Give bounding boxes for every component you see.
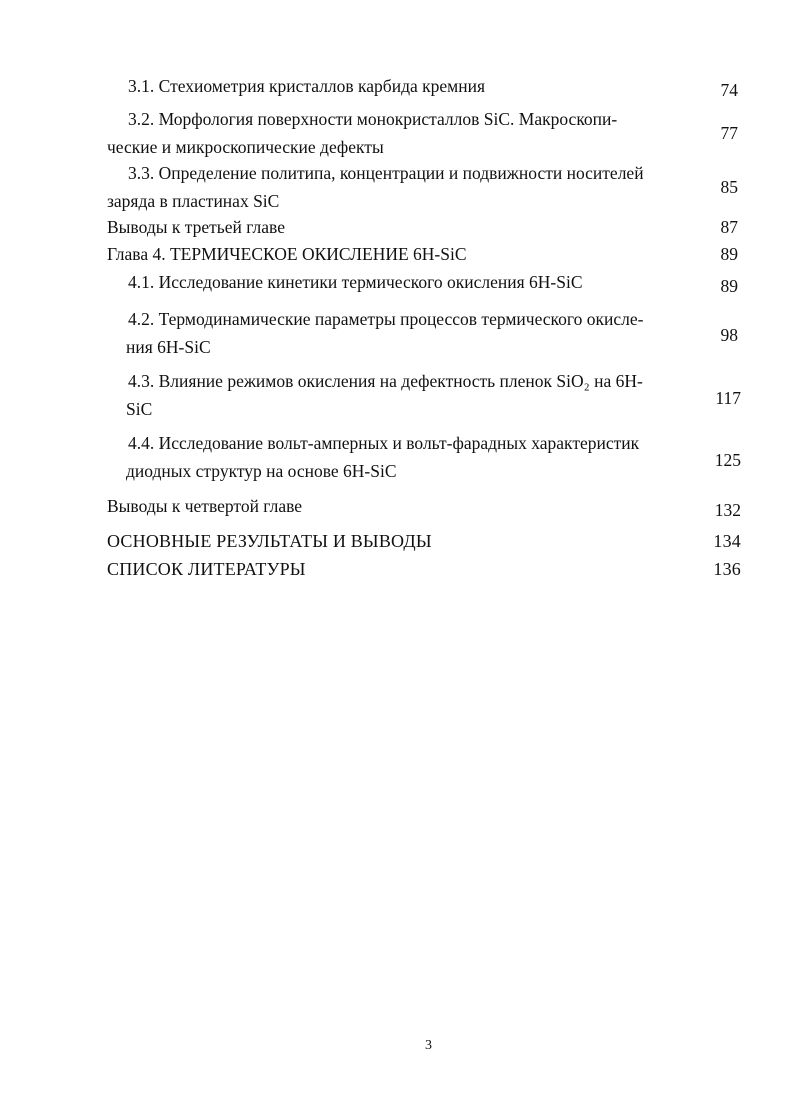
toc-entry-page: 85: [720, 177, 738, 197]
toc-entry-title-cont: ния 6H-SiC: [126, 337, 211, 357]
toc-entry-title: Выводы к четвертой главе: [107, 496, 303, 516]
toc-entry-chapter-4: [0, 241, 738, 268]
toc-entry-4-3: [0, 368, 741, 424]
toc-entry-3-1: [0, 73, 738, 100]
toc-entry-4-2: [0, 306, 738, 362]
toc-entry-page: 87: [720, 217, 738, 237]
toc-entry-title-cont: SiC: [126, 399, 153, 419]
page-number: 3: [425, 1038, 432, 1053]
toc-entry-page: 89: [720, 276, 738, 296]
toc-entry-3-2: [0, 106, 738, 162]
toc-entry-page: 132: [714, 500, 741, 520]
toc-entry-title-cont: ческие и микроскопические дефекты: [107, 137, 384, 157]
toc-entry-references: [0, 556, 741, 583]
toc-entry-title: 3.2. Морфология поверхности монокристаллов SiC. Макроскопи-: [128, 109, 618, 129]
toc-entry-page: 136: [713, 559, 741, 579]
toc-entry-page: 134: [713, 531, 741, 551]
toc-entry-title: 4.2. Термодинамические параметры процессов термического окисле-: [128, 309, 644, 329]
toc-entry-3-3: [0, 160, 738, 216]
toc-entry-title: ОСНОВНЫЕ РЕЗУЛЬТАТЫ И ВЫВОДЫ: [107, 531, 432, 551]
toc-entry-page: 98: [720, 325, 738, 345]
toc-entry-title: 3.1. Стехиометрия кристаллов карбида кремния: [128, 76, 485, 96]
toc-entry-page: 77: [720, 123, 738, 143]
toc-entry-page: 89: [720, 244, 738, 264]
toc-entry-page: 117: [715, 388, 741, 408]
toc-entry-page: 125: [714, 450, 741, 470]
toc-entry-conclusions-3: [0, 214, 738, 241]
toc-entry-page: 74: [720, 80, 738, 100]
toc-entry-title-cont: заряда в пластинах SiC: [107, 191, 280, 211]
toc-entry-title: СПИСОК ЛИТЕРАТУРЫ: [107, 559, 306, 579]
toc-entry-title: Глава 4. ТЕРМИЧЕСКОЕ ОКИСЛЕНИЕ 6H-SiC: [107, 244, 467, 264]
toc-entry-main-results: [0, 528, 741, 555]
toc-entry-title: 4.4. Исследование вольт-амперных и вольт-фарадных характеристик: [128, 433, 640, 453]
toc-entry-title: Выводы к третьей главе: [107, 217, 285, 237]
toc-entry-title: 4.3. Влияние режимов окисления на дефектность пленок SiO₂ на 6H-: [128, 371, 643, 391]
toc-entry-4-1: [0, 269, 738, 296]
toc-entry-title: 4.1. Исследование кинетики термического окисления 6H-SiC: [128, 272, 583, 292]
toc-entry-4-4: [0, 430, 741, 486]
toc-entry-title-cont: диодных структур на основе 6H-SiC: [126, 461, 397, 481]
toc-entry-title: 3.3. Определение политипа, концентрации и подвижности носителей: [128, 163, 644, 183]
toc-entry-conclusions-4: [0, 493, 741, 520]
